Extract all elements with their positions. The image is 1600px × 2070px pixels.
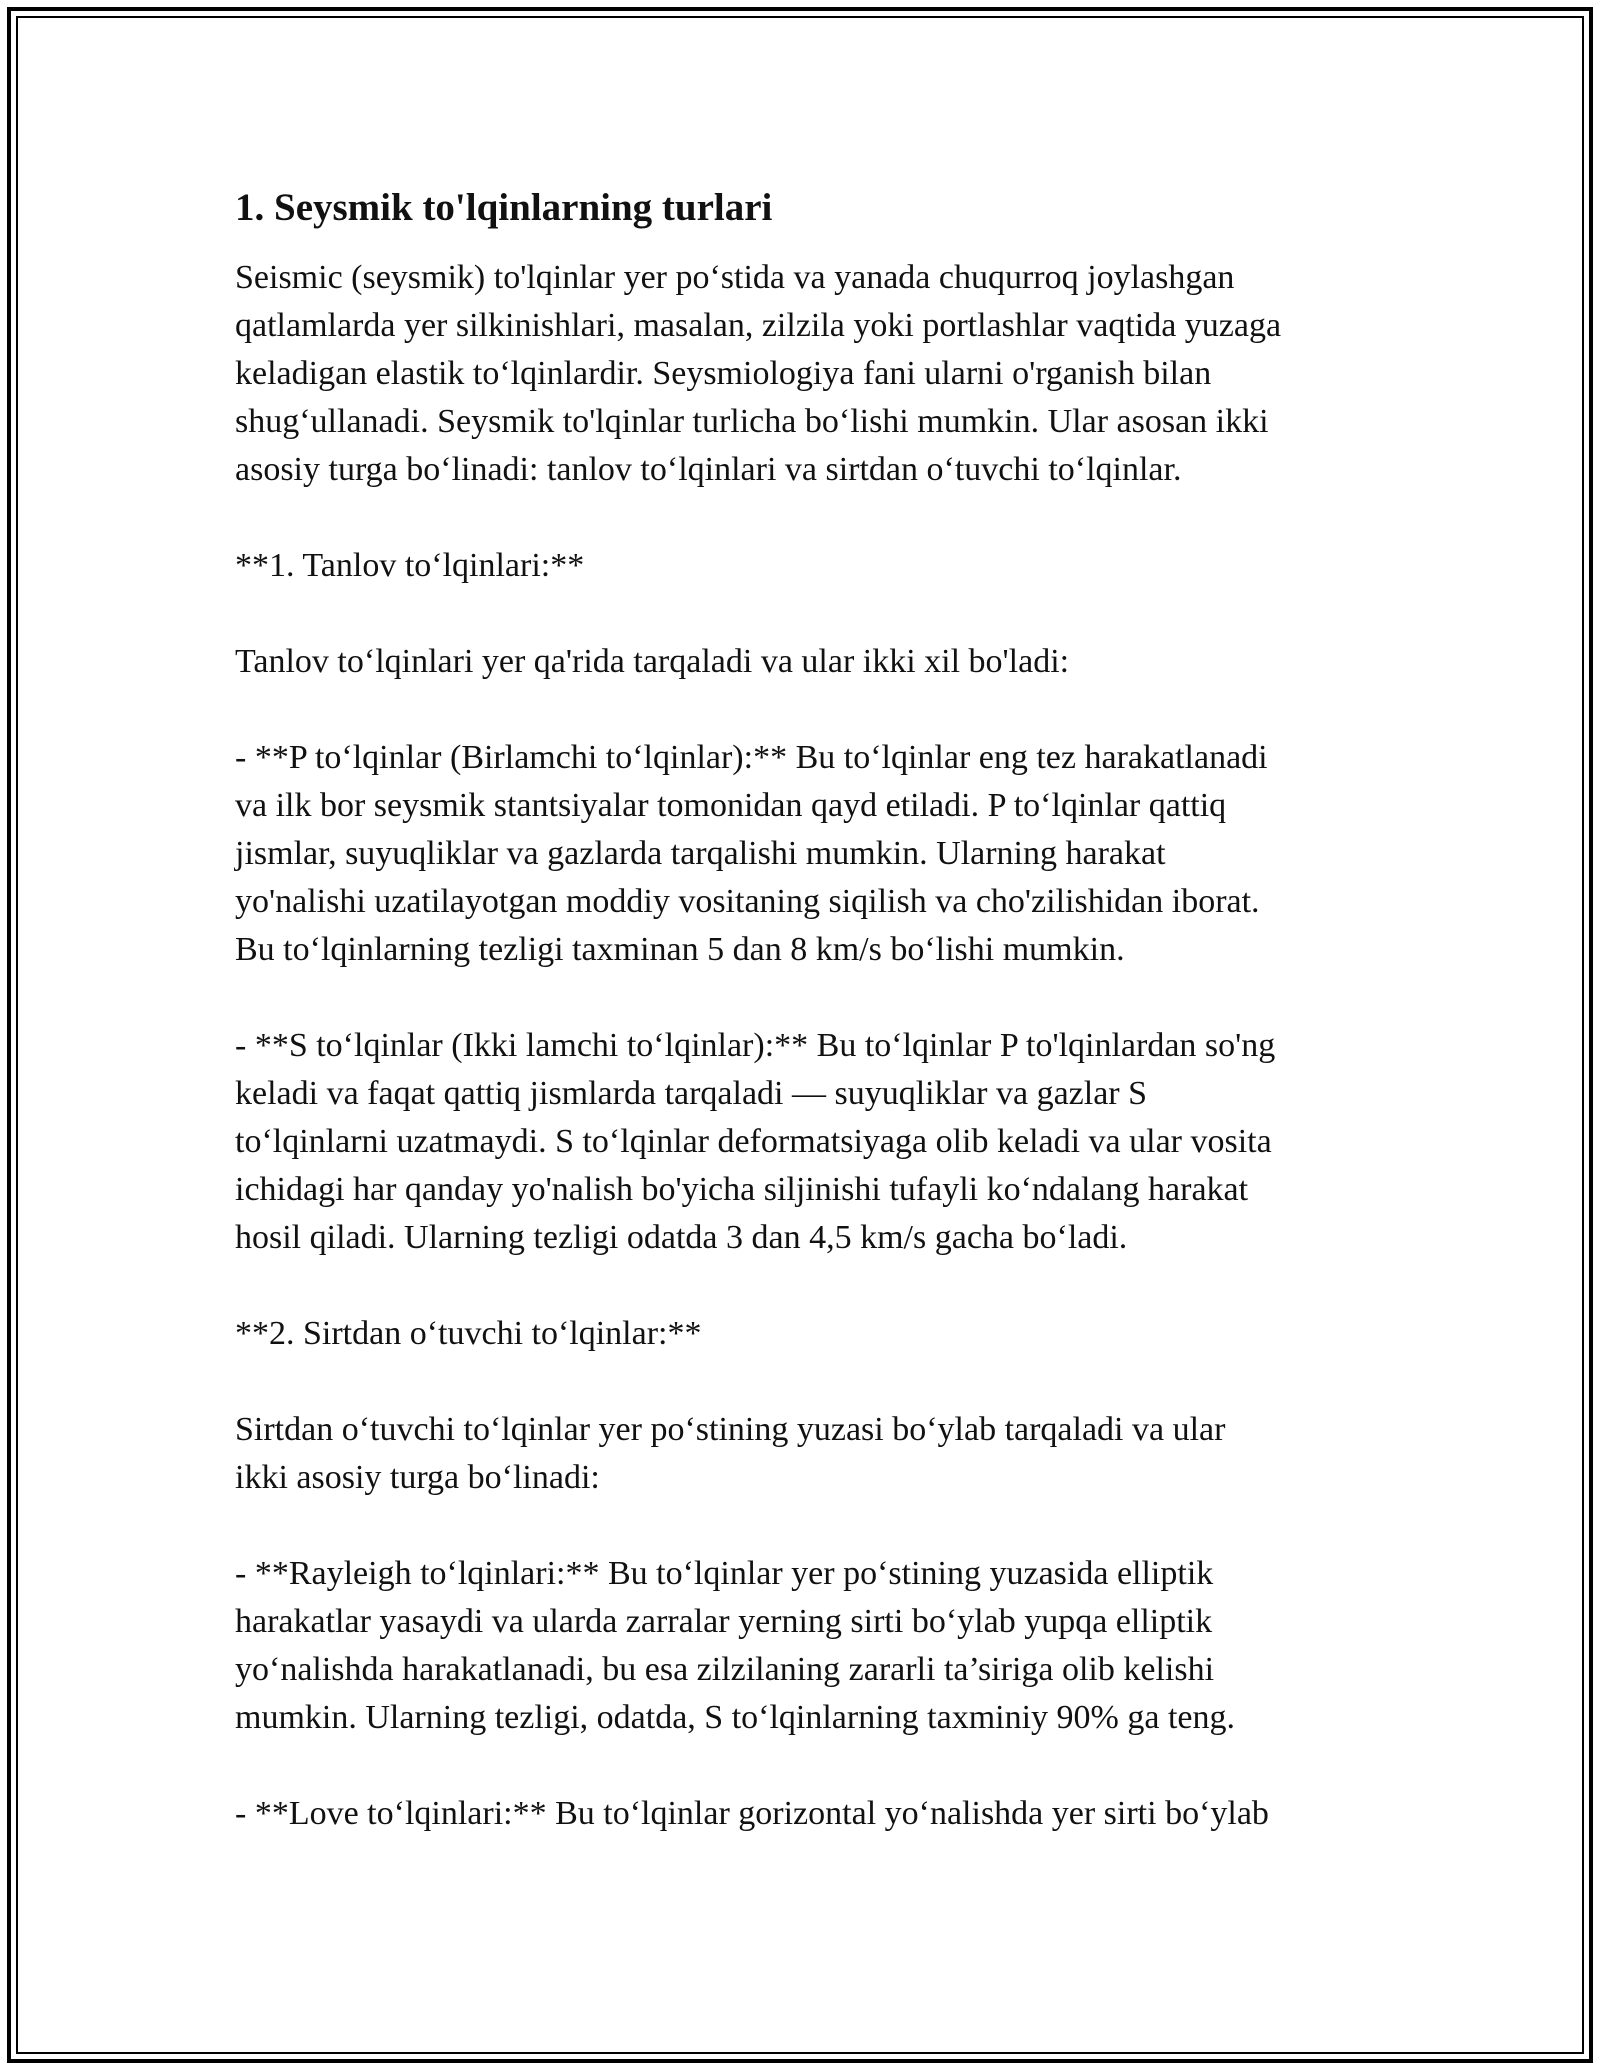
section-heading-sirtdan: **2. Sirtdan o‘tuvchi to‘lqinlar:**	[235, 1314, 702, 1352]
p-waves-paragraph: - **P to‘lqinlar (Birlamchi to‘lqinlar):** Bu to‘lqinlar eng tez harakatlanadi va ilk bor seysmik stantsiyalar tomonidan qayd etiladi. P to‘lqinlar qattiq jismlar, suyuqliklar va gazlarda tarqalishi mumkin. Ularning harakat yo'nalishi uzatilayotgan moddiy vositaning siqilish va cho'zilishidan iborat. Bu to‘lqinlarning tezligi taxminan 5 dan 8 km/s bo‘lishi mumkin.	[235, 738, 1268, 968]
rayleigh-waves-paragraph: - **Rayleigh to‘lqinlari:** Bu to‘lqinlar yer po‘stining yuzasida elliptik harakatlar yasaydi va ularda zarralar yerning sirti bo‘ylab yupqa elliptik yo‘nalishda harakatlanadi, bu esa zilzilaning zararli ta’siriga olib kelishi mumkin. Ularning tezligi, odatda, S to‘lqinlarning taxminiy 90% ga teng.	[235, 1554, 1235, 1736]
intro-paragraph: Seismic (seysmik) to'lqinlar yer po‘stida va yanada chuqurroq joylashgan qatlamlarda yer silkinishlari, masalan, zilzila yoki portlashlar vaqtida yuzaga keladigan elastik to‘lqinlardir. Seysmiologiya fani ularni o'rganish bilan shug‘ullanadi. Seysmik to'lqinlar turlicha bo‘lishi mumkin. Ular asosan ikki asosiy turga bo‘linadi: tanlov to‘lqinlari va sirtdan o‘tuvchi to‘lqinlar.	[235, 258, 1282, 488]
section-heading-tanlov: **1. Tanlov to‘lqinlari:**	[235, 546, 585, 584]
document-body	[235, 185, 1385, 1838]
sirtdan-intro-paragraph: Sirtdan o‘tuvchi to‘lqinlar yer po‘stining yuzasi bo‘ylab tarqaladi va ular ikki asosiy turga bo‘linadi:	[235, 1410, 1226, 1496]
tanlov-intro-paragraph: Tanlov to‘lqinlari yer qa'rida tarqaladi va ular ikki xil bo'ladi:	[235, 642, 1070, 680]
love-waves-paragraph: - **Love to‘lqinlari:** Bu to‘lqinlar gorizontal yo‘nalishda yer sirti bo‘ylab	[235, 1794, 1269, 1832]
page-title: 1. Seysmik to'lqinlarning turlari	[235, 186, 773, 229]
s-waves-paragraph: - **S to‘lqinlar (Ikki lamchi to‘lqinlar):** Bu to‘lqinlar P to'lqinlardan so'ng keladi va faqat qattiq jismlarda tarqaladi — suyuqliklar va gazlar S to‘lqinlarni uzatmaydi. S to‘lqinlar deformatsiyaga olib keladi va ular vosita ichidagi har qanday yo'nalish bo'yicha siljinishi tufayli ko‘ndalang harakat hosil qiladi. Ularning tezligi odatda 3 dan 4,5 km/s gacha bo‘ladi.	[235, 1026, 1276, 1256]
